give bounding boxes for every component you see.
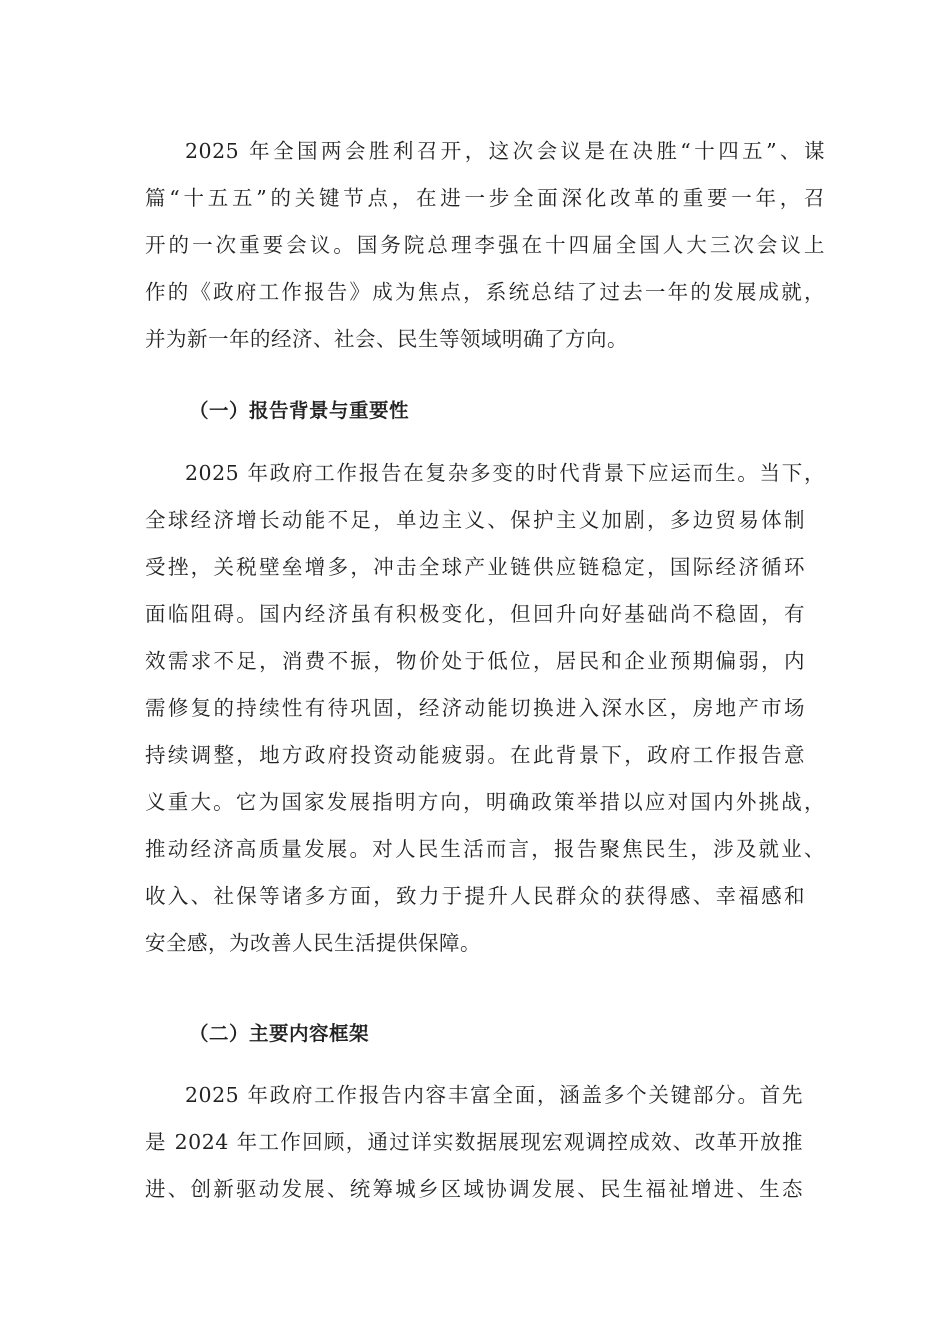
text-line: 收入、社保等诸多方面，致力于提升人民群众的获得感、幸福感和 [145, 884, 805, 908]
text-line: 2025 年政府工作报告在复杂多变的时代背景下应运而生。当下， [185, 461, 825, 485]
background-paragraph [145, 450, 825, 967]
section-heading-framework [145, 1010, 825, 1057]
section-heading-background [145, 387, 825, 434]
text-line: 面临阻碍。国内经济虽有积极变化，但回升向好基础尚不稳固，有 [145, 602, 805, 626]
text-line: 并为新一年的经济、社会、民生等领域明确了方向。 [145, 327, 628, 351]
text-line: 进、创新驱动发展、统筹城乡区域协调发展、民生福祉增进、生态 [145, 1177, 803, 1201]
text-line: 需修复的持续性有待巩固，经济动能切换进入深水区，房地产市场 [145, 696, 805, 720]
intro-paragraph [145, 128, 825, 363]
heading-text: （一）报告背景与重要性 [189, 399, 410, 422]
text-line: 效需求不足，消费不振，物价处于低位，居民和企业预期偏弱，内 [145, 649, 805, 673]
text-line: 推动经济高质量发展。对人民生活而言，报告聚焦民生，涉及就业、 [145, 837, 825, 861]
text-line: 全球经济增长动能不足，单边主义、保护主义加剧，多边贸易体制 [145, 508, 805, 532]
text-line: 开的一次重要会议。国务院总理李强在十四届全国人大三次会议上 [145, 233, 825, 257]
text-line: 持续调整，地方政府投资动能疲弱。在此背景下，政府工作报告意 [145, 743, 805, 767]
text-line: 是 2024 年工作回顾，通过详实数据展现宏观调控成效、改革开放推 [145, 1130, 803, 1154]
text-line: 受挫，关税壁垒增多，冲击全球产业链供应链稳定，国际经济循环 [145, 555, 805, 579]
text-line: 安全感，为改善人民生活提供保障。 [145, 931, 481, 955]
text-line: 篇“十五五”的关键节点，在进一步全面深化改革的重要一年，召 [145, 186, 825, 210]
text-line: 义重大。它为国家发展指明方向，明确政策举措以应对国内外挑战， [145, 790, 825, 814]
text-line: 2025 年政府工作报告内容丰富全面，涵盖多个关键部分。首先 [185, 1083, 803, 1107]
heading-text: （二）主要内容框架 [189, 1022, 370, 1045]
framework-paragraph [145, 1072, 825, 1213]
text-line: 2025 年全国两会胜利召开，这次会议是在决胜“十四五”、谋 [185, 139, 825, 163]
text-line: 作的《政府工作报告》成为焦点，系统总结了过去一年的发展成就， [145, 280, 825, 304]
